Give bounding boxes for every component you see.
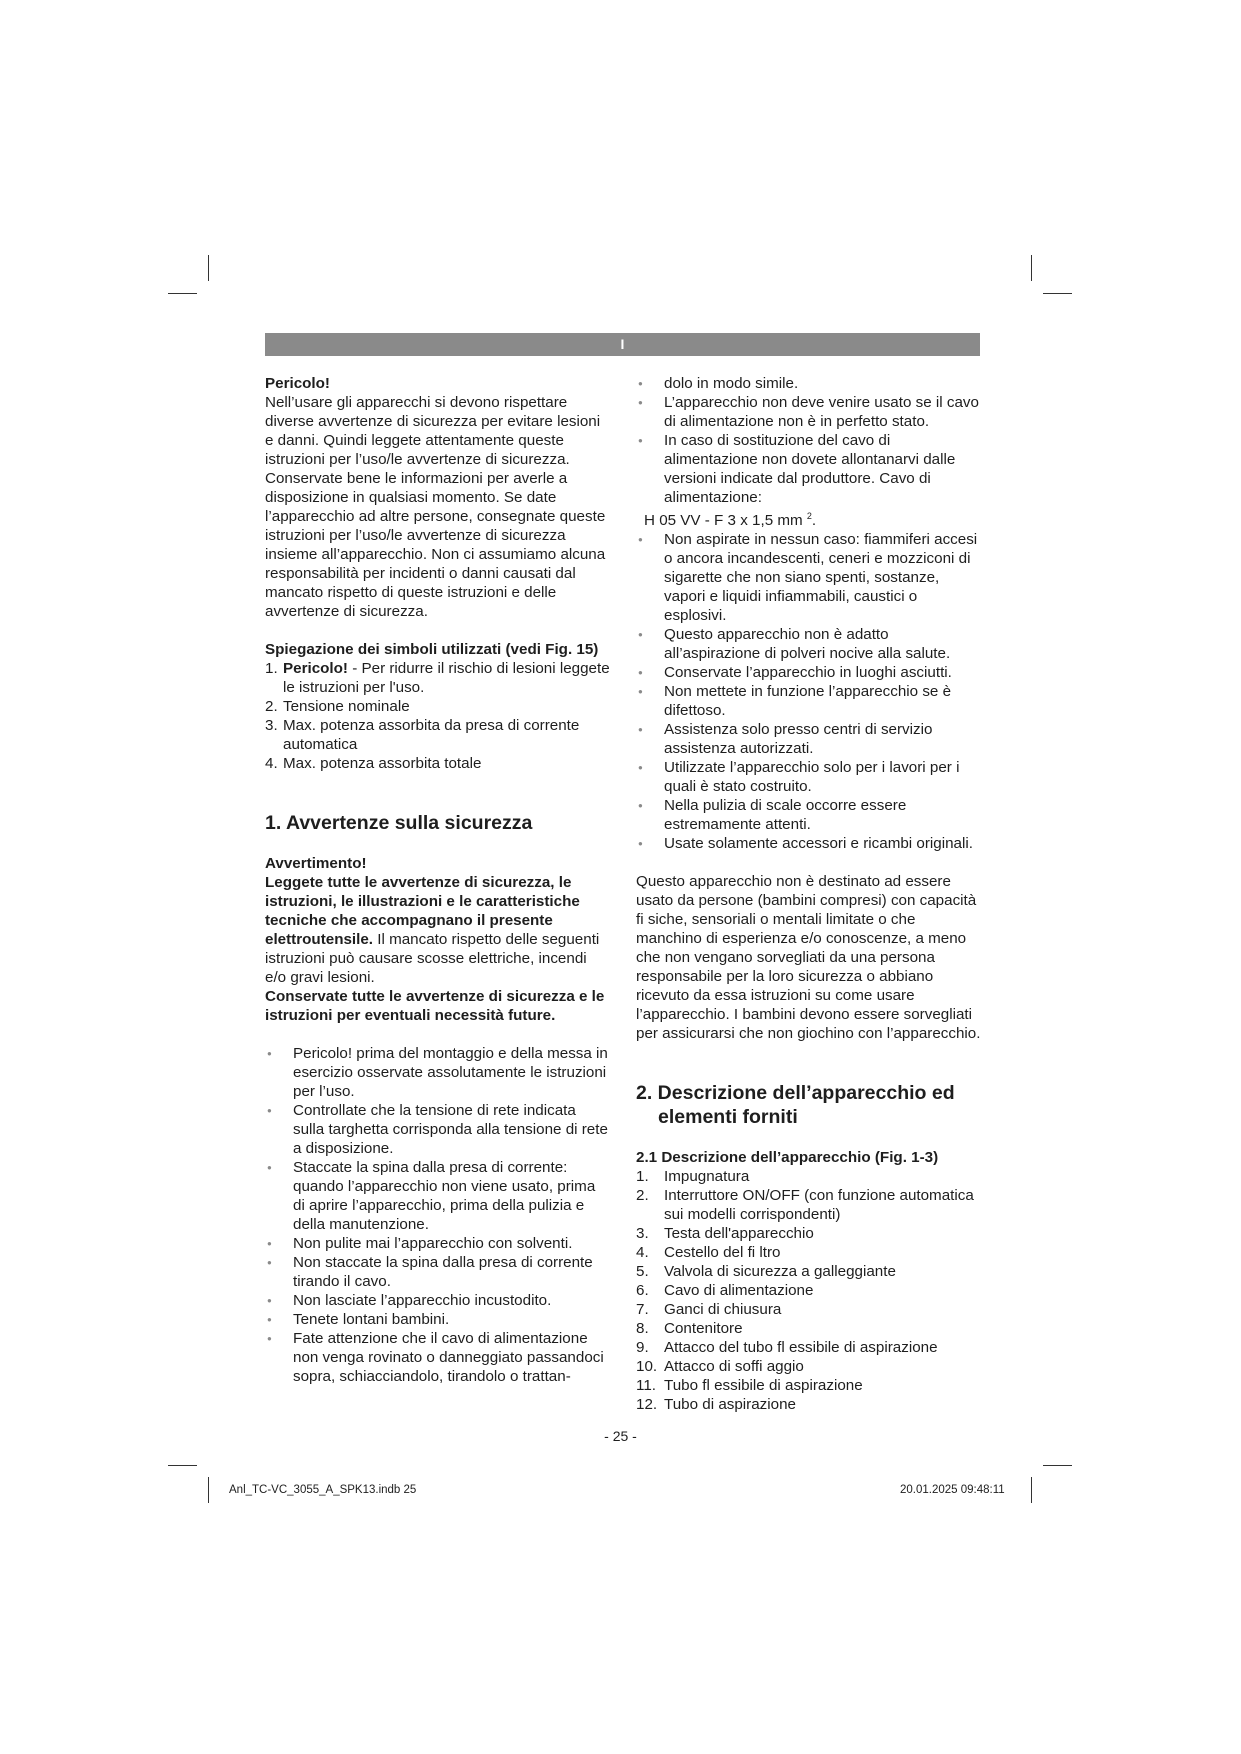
list-item: ● Non aspirate in nessun caso: fiammiferi accesi o ancora incandescenti, ceneri e mozziconi di sigarette che non siano spenti, sostanze, vapori e liquidi infiammabili, caustici o esplosivi. xyxy=(636,530,981,625)
list-item: ● Staccate la spina dalla presa di corrente: quando l’apparecchio non viene usato, prima di aprire l’apparecchio, prima della pulizia e della manutenzione. xyxy=(265,1158,610,1234)
list-item: 4. Cestello del fi ltro xyxy=(636,1244,781,1262)
safety-bullets xyxy=(265,1044,610,1386)
list-item: ● Conservate l’apparecchio in luoghi asciutti. xyxy=(636,663,981,682)
list-item: 7. Ganci di chiusura xyxy=(636,1301,782,1319)
list-item: 2. Tensione nominale xyxy=(265,698,410,715)
list-item: ● Non pulite mai l’apparecchio con solventi. xyxy=(265,1234,610,1253)
cable-spec: H 05 VV - F 3 x 1,5 mm $^2$. xyxy=(644,511,817,530)
crop-mark xyxy=(208,255,209,281)
footer-file-name: Anl_TC-VC_3055_A_SPK13.indb 25 xyxy=(229,1484,417,1496)
list-item: 2. Interruttore ON/OFF (con funzione automatica sui modelli corrispondenti) xyxy=(636,1187,974,1224)
list-item: 1. Impugnatura xyxy=(636,1168,750,1186)
warning-title: Avvertimento! xyxy=(265,855,367,872)
crop-mark xyxy=(168,1465,197,1466)
list-item: ● Questo apparecchio non è adatto all’aspirazione di polveri nocive alla salute. xyxy=(636,625,981,663)
children-notice: Questo apparecchio non è destinato ad essere usato da persone (bambini compresi) con capacità fi siche, sensoriali o mentali limitate o che manchino di esperienza e/o conoscenze, a meno che non vengano sorvegliati da una persona responsabile per la loro sicurezza o abbiano ricevuto da essa istruzioni su come usare l’apparecchio. I bambini devono essere sorvegliati per assicurarsi che non giochino con l’apparecchio. xyxy=(636,873,981,1043)
list-item: ● In caso di sostituzione del cavo di alimentazione non dovete allontanarvi dalle versioni indicate dal produttore. Cavo di alimentazione: xyxy=(636,431,981,507)
list-item-continuation: ● dolo in modo simile. xyxy=(636,374,981,393)
danger-title: Pericolo! xyxy=(265,375,330,392)
danger-text: Nell’usare gli apparecchi si devono rispettare diverse avvertenze di sicurezza per evitare lesioni e danni. Quindi leggete attentamente queste istruzioni per l’uso/le avvertenze di sicurezza. Conservate bene le informazioni per averle a disposizione in qualsiasi momento. Se date l’apparecchio ad altre persone, consegnate queste istruzioni per l’uso/le avvertenze di sicurezza insieme all’apparecchio. Non ci assumiamo alcuna responsabilità per incidenti o danni causati dal mancato rispetto di queste istruzioni e delle avvertenze di sicurezza. xyxy=(265,394,606,620)
list-item: 3. Max. potenza assorbita da presa di corrente automatica xyxy=(265,717,580,753)
language-code: I xyxy=(620,336,625,352)
keep-instructions: Conservate tutte le avvertenze di sicurezza e le istruzioni per eventuali necessità future. xyxy=(265,988,605,1024)
list-item: ● Non mettete in funzione l’apparecchio se è difettoso. xyxy=(636,682,981,720)
list-item: ● Pericolo! prima del montaggio e della messa in esercizio osservate assolutamente le istruzioni per l’uso. xyxy=(265,1044,610,1101)
parts-list xyxy=(636,1167,981,1414)
list-item: 1. Pericolo! - Per ridurre il rischio di lesioni leggete le istruzioni per l'uso. xyxy=(265,660,610,696)
list-item: ● Non lasciate l’apparecchio incustodito. xyxy=(265,1291,610,1310)
crop-mark xyxy=(1043,1465,1072,1466)
symbols-title: Spiegazione dei simboli utilizzati (vedi Fig. 15) xyxy=(265,641,599,658)
list-item: ● Assistenza solo presso centri di servizio assistenza autorizzati. xyxy=(636,720,981,758)
crop-mark xyxy=(208,1477,209,1503)
list-item: 6. Cavo di alimentazione xyxy=(636,1282,814,1300)
list-item: 12. Tubo di aspirazione xyxy=(636,1396,796,1414)
list-item: ● Non staccate la spina dalla presa di corrente tirando il cavo. xyxy=(265,1253,610,1291)
section-2-heading: 2. Descrizione dell’apparecchio ed elementi forniti xyxy=(636,1082,955,1129)
symbols-list xyxy=(265,659,610,773)
list-item: 9. Attacco del tubo fl essibile di aspirazione xyxy=(636,1339,938,1357)
list-item: 10. Attacco di soffi aggio xyxy=(636,1358,804,1376)
list-item: 4. Max. potenza assorbita totale xyxy=(265,755,482,772)
crop-mark xyxy=(1031,255,1032,281)
list-item: ● Utilizzate l’apparecchio solo per i lavori per i quali è stato costruito. xyxy=(636,758,981,796)
right-column xyxy=(636,374,981,1414)
list-item: ● Fate attenzione che il cavo di alimentazione non venga rovinato o danneggiato passandoci sopra, schiacciandolo, tirandolo o trattan- xyxy=(265,1329,610,1386)
list-item: ● Usate solamente accessori e ricambi originali. xyxy=(636,834,981,853)
language-header-bar xyxy=(265,333,980,356)
crop-mark xyxy=(168,293,197,294)
section-1-heading: 1. Avvertenze sulla sicurezza xyxy=(265,812,533,834)
warning-paragraph: Leggete tutte le avvertenze di sicurezza, le istruzioni, le illustrazioni e le caratteristiche tecniche che accompagnano il presente elettroutensile. Il mancato rispetto delle seguenti istruzioni può causare scosse elettriche, incendi e/o gravi lesioni. xyxy=(265,874,600,986)
list-item: ● L’apparecchio non deve venire usato se il cavo di alimentazione non è in perfetto stato. xyxy=(636,393,981,431)
footer-datetime: 20.01.2025 09:48:11 xyxy=(900,1484,1005,1496)
list-item: 3. Testa dell'apparecchio xyxy=(636,1225,814,1243)
crop-mark xyxy=(1031,1477,1032,1503)
safety-bullets-more xyxy=(636,530,981,853)
safety-bullets-continued xyxy=(636,374,981,507)
left-column xyxy=(265,374,610,1386)
list-item: 5. Valvola di sicurezza a galleggiante xyxy=(636,1263,896,1281)
list-item: ● Controllate che la tensione di rete indicata sulla targhetta corrisponda alla tensione di rete a disposizione. xyxy=(265,1101,610,1158)
list-item: 8. Contenitore xyxy=(636,1320,743,1338)
list-item: 11. Tubo fl essibile di aspirazione xyxy=(636,1377,863,1395)
list-item: ● Nella pulizia di scale occorre essere estremamente attenti. xyxy=(636,796,981,834)
page-number: - 25 - xyxy=(604,1428,637,1444)
list-item: ● Tenete lontani bambini. xyxy=(265,1310,610,1329)
subsection-2-1-heading: 2.1 Descrizione dell’apparecchio (Fig. 1-3) xyxy=(636,1149,939,1167)
crop-mark xyxy=(1043,293,1072,294)
